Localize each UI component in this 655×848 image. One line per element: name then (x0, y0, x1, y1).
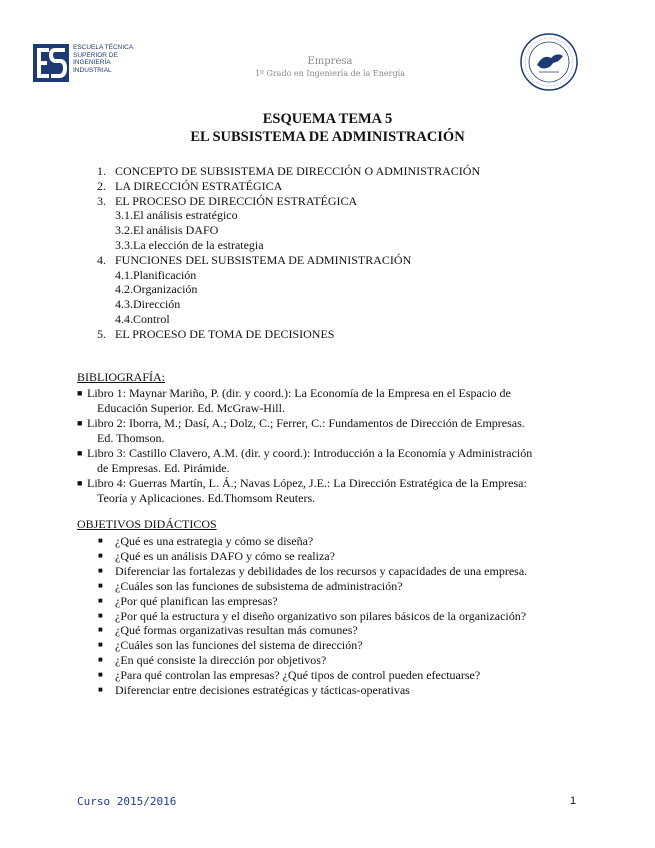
objectives-heading: OBJETIVOS DIDÁCTICOS (77, 517, 217, 531)
objective-item: ■ ¿Por qué la estructura y el diseño organizativo son pilares básicos de la organización? (98, 608, 527, 623)
es-logo-icon (33, 44, 69, 82)
bullet-icon: ■ (98, 565, 103, 575)
bibliography-list (77, 386, 577, 506)
objective-item: ■ ¿Qué es un análisis DAFO y cómo se realiza? (98, 548, 335, 563)
objective-item: ■ ¿Por qué planifican las empresas? (98, 593, 278, 608)
page-title: ESQUEMA TEMA 5 (262, 111, 393, 127)
outline-subitem: 4.3.Dirección (115, 297, 181, 312)
bullet-icon: ■ (98, 655, 103, 665)
bibliography-heading: BIBLIOGRAFÍA: (77, 370, 166, 384)
bibliography-item: ■ Libro 1: Maynar Mariño, P. (dir. y coord.): La Economía de la Empresa en el Espacio de Educación Superior. Ed. McGraw-Hill. (77, 386, 511, 415)
bullet-icon: ■ (98, 685, 103, 695)
bibliography-item: ■ Libro 3: Castillo Clavero, A.M. (dir. y coord.): Introducción a la Economía y Administración de Empresas. Ed. Pirámide. (77, 446, 533, 475)
bullet-icon: ■ (77, 448, 83, 458)
bullet-icon: ■ (77, 478, 83, 488)
outline-subitem: 4.4.Control (115, 311, 170, 326)
bibliography-item: ■ Libro 2: Iborra, M.; Dasí, A.; Dolz, C.; Ferrer, C.: Fundamentos de Dirección de Empresas. Ed. Thomson. (77, 416, 525, 445)
school-name: ESCUELA TÉCNICA SUPERIOR DE INGENIERÍA INDUSTRIAL (73, 44, 134, 74)
outline-item: 4. FUNCIONES DEL SUBSISTEMA DE ADMINISTRACIÓN (97, 252, 412, 267)
objective-item: ■ ¿Qué formas organizativas resultan más comunes? (98, 623, 358, 638)
bullet-icon: ■ (77, 388, 83, 398)
bibliography-item: ■ Libro 4: Guerras Martín, L. Á.; Navas López, J.E.: La Dirección Estratégica de la Empresa: Teoría y Aplicaciones. Ed.Thomsom Reuters. (77, 476, 527, 505)
bullet-icon: ■ (98, 580, 103, 590)
topic-outline (97, 164, 480, 342)
objective-item: ■ ¿Para qué controlan las empresas? ¿Qué tipos de control pueden efectuarse? (98, 668, 481, 683)
bullet-icon: ■ (98, 595, 103, 605)
page-subtitle: EL SUBSISTEMA DE ADMINISTRACIÓN (190, 129, 465, 145)
outline-item: 2. LA DIRECCIÓN ESTRATÉGICA (97, 178, 283, 193)
course-footer: Curso 2015/2016 (77, 795, 177, 808)
bullet-icon: ■ (98, 550, 103, 560)
bullet-icon: ■ (98, 670, 103, 680)
subject-name: Empresa (307, 56, 353, 67)
outline-subitem: 3.2.El análisis DAFO (115, 223, 219, 238)
outline-item: 1. CONCEPTO DE SUBSISTEMA DE DIRECCIÓN O ADMINISTRACIÓN (97, 164, 481, 178)
objective-item: ■ ¿Cuáles son las funciones del sistema de dirección? (98, 638, 363, 653)
document-header (230, 56, 430, 80)
objective-item: ■ Diferenciar las fortalezas y debilidades de los recursos y capacidades de una empresa. (98, 563, 528, 578)
bullet-icon: ■ (98, 610, 103, 620)
outline-subitem: 4.1.Planificación (115, 267, 197, 282)
bullet-icon: ■ (98, 625, 103, 635)
objective-item: ■ Diferenciar entre decisiones estratégicas y tácticas-operativas (98, 683, 410, 698)
objectives-list (97, 534, 577, 698)
bullet-icon: ■ (98, 640, 103, 650)
outline-subitem: 3.3.La elección de la estrategia (115, 237, 264, 252)
page-number: 1 (570, 795, 577, 807)
outline-subitem: 4.2.Organización (115, 282, 198, 297)
outline-subitem: 3.1.El análisis estratégico (115, 208, 238, 223)
bullet-icon: ■ (77, 418, 83, 428)
bullet-icon: ■ (98, 536, 103, 545)
outline-item: 5. EL PROCESO DE TOMA DE DECISIONES (97, 326, 335, 341)
objective-item: ■ ¿Qué es una estrategia y cómo se diseña? (98, 534, 314, 548)
outline-item: 3. EL PROCESO DE DIRECCIÓN ESTRATÉGICA (97, 193, 358, 208)
school-logo (33, 42, 143, 82)
objective-item: ■ ¿Cuáles son las funciones de subsistema de administración? (98, 578, 403, 593)
degree-name: 1º Grado en Ingeniería de la Energía (255, 69, 405, 78)
objective-item: ■ ¿En qué consiste la dirección por objetivos? (98, 653, 327, 668)
university-seal-icon (519, 32, 579, 92)
